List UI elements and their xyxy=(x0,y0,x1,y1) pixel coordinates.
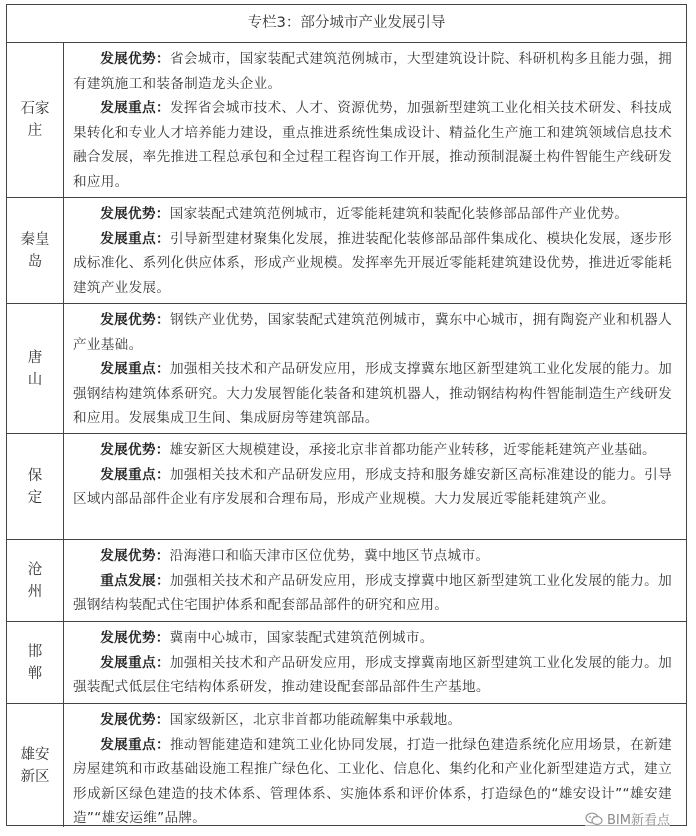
city-name-part: 定 xyxy=(27,489,43,506)
description-paragraph xyxy=(73,569,672,618)
city-name-part: 岛 xyxy=(27,253,43,270)
description-paragraph xyxy=(73,96,672,194)
description-cell xyxy=(64,434,686,539)
description-cell xyxy=(64,622,686,703)
city-cell xyxy=(7,540,64,621)
description-paragraph xyxy=(73,47,672,96)
paragraph-label: 发展重点 xyxy=(100,736,156,753)
city-cell xyxy=(7,704,64,827)
description-paragraph xyxy=(73,308,672,357)
label-separator: ： xyxy=(155,466,170,483)
paragraph-text: 沿海港口和临天津市区位优势，冀中地区节点城市。 xyxy=(169,548,490,564)
paragraph-text: 雄安新区大规模建设，承接北京非首都功能产业转移，近零能耗建筑产业基础。 xyxy=(169,442,656,458)
paragraph-text: 加强相关技术和产品研发应用，形成支持和服务雄安新区高标准建设的能力。引导区域内部品部件企业有序发展和合理布局，形成产业规模。大力发展近零能耗建筑产业。 xyxy=(73,466,672,508)
city-cell xyxy=(7,622,64,703)
label-separator: ： xyxy=(155,736,170,753)
paragraph-text: 国家装配式建筑范例城市，近零能耗建筑和装配化装修部品部件产业优势。 xyxy=(169,206,629,222)
label-separator: ： xyxy=(155,572,170,589)
city-name-part: 山 xyxy=(27,371,43,388)
city-name-part: 州 xyxy=(27,583,43,600)
label-separator: ： xyxy=(155,442,170,458)
paragraph-label: 发展优势 xyxy=(100,548,156,564)
table-row xyxy=(7,304,686,434)
paragraph-label: 发展优势 xyxy=(100,442,156,458)
table-row xyxy=(7,198,686,304)
paragraph-label: 发展重点 xyxy=(100,100,156,117)
city-cell xyxy=(7,434,64,539)
description-paragraph xyxy=(73,733,672,831)
label-separator: ： xyxy=(155,548,170,564)
paragraph-text: 发挥省会城市技术、人才、资源优势，加强新型建筑工业化相关技术研发、科技成果转化和专业人才培养能力建设，重点推进系统性集成设计、精益化生产施工和建筑领域信息技术融合发展，率先推进工程总承包和全过程工程咨询工作开展，推动预制混凝土构件智能生产线研发和应用。 xyxy=(73,100,672,190)
city-name-part: 庄 xyxy=(27,123,43,139)
paragraph-label: 重点发展 xyxy=(100,572,156,589)
paragraph-text: 推动智能建造和建筑工业化协同发展，打造一批绿色建造系统化应用场景，在新建房屋建筑和市政基础设施工程推广绿色化、工业化、信息化、集约化和产业化新型建造方式，建立形成新区绿色建造的技术体系、管理体系、实施体系和评价体系，打造绿色的“雄安设计”“雄安建造”“雄安运维”品牌。 xyxy=(73,736,672,827)
table-row xyxy=(7,43,686,198)
city-name-part: 郸 xyxy=(27,665,43,682)
description-cell xyxy=(64,198,686,303)
city-name-part: 邯 xyxy=(27,643,43,660)
city-name-part: 雄安 xyxy=(20,746,50,763)
description-paragraph xyxy=(73,708,672,733)
label-separator: ： xyxy=(155,312,170,328)
city-name-part: 沧 xyxy=(27,561,43,578)
table-row xyxy=(7,540,686,622)
description-cell xyxy=(64,304,686,433)
paragraph-label: 发展重点 xyxy=(100,230,156,247)
description-cell xyxy=(64,43,686,197)
city-cell xyxy=(7,43,64,197)
paragraph-text: 加强相关技术和产品研发应用，形成支撑冀东地区新型建筑工业化发展的能力。加强钢结构建筑体系研究。大力发展智能化装备和建筑机器人，推动钢结构构件智能制造生产线研发和应用。发展集成卫生间、集成厨房等建筑部品。 xyxy=(73,361,672,427)
paragraph-text: 冀南中心城市，国家装配式建筑范例城市。 xyxy=(169,630,434,646)
label-separator: ： xyxy=(155,230,170,247)
wechat-icon xyxy=(585,812,603,826)
description-paragraph xyxy=(73,463,672,512)
city-cell xyxy=(7,198,64,303)
paragraph-text: 国家级新区，北京非首都功能疏解集中承载地。 xyxy=(169,712,462,728)
paragraph-text: 钢铁产业优势，国家装配式建筑范例城市，冀东中心城市，拥有陶瓷产业和机器人产业基础。 xyxy=(73,312,672,353)
label-separator: ： xyxy=(155,654,170,671)
table-title: 专栏3：部分城市产业发展引导 xyxy=(7,5,686,43)
paragraph-label: 发展优势 xyxy=(100,712,156,728)
paragraph-label: 发展优势 xyxy=(100,206,156,222)
paragraph-label: 发展优势 xyxy=(100,51,156,67)
description-paragraph xyxy=(73,227,672,301)
description-paragraph xyxy=(73,544,672,569)
description-paragraph xyxy=(73,202,672,227)
paragraph-label: 发展重点 xyxy=(100,361,156,378)
city-name-part: 保 xyxy=(27,467,43,484)
table-row xyxy=(7,622,686,704)
description-paragraph xyxy=(73,626,672,651)
paragraph-text: 加强相关技术和产品研发应用，形成支撑冀中地区新型建筑工业化发展的能力。加强钢结构装配式住宅围护体系和配套部品部件的研究和应用。 xyxy=(73,572,672,614)
description-paragraph xyxy=(73,357,672,431)
paragraph-label: 发展优势 xyxy=(100,312,156,328)
label-separator: ： xyxy=(155,630,170,646)
paragraph-label: 发展重点 xyxy=(100,466,156,483)
label-separator: ： xyxy=(155,100,170,117)
city-name-part: 新区 xyxy=(20,768,50,785)
city-name-part: 石家 xyxy=(20,101,50,117)
description-paragraph xyxy=(73,438,672,463)
paragraph-text: 加强相关技术和产品研发应用，形成支撑冀南地区新型建筑工业化发展的能力。加强装配式低层住宅结构体系研发，推动建设配套部品部件生产基地。 xyxy=(73,654,672,696)
industry-guidance-table xyxy=(6,4,687,826)
paragraph-label: 发展优势 xyxy=(100,630,156,646)
city-name-part: 唐 xyxy=(27,349,43,366)
city-cell xyxy=(7,304,64,433)
description-cell xyxy=(64,540,686,621)
description-paragraph xyxy=(73,651,672,700)
watermark xyxy=(585,809,670,828)
label-separator: ： xyxy=(155,51,170,67)
label-separator: ： xyxy=(155,712,170,728)
paragraph-text: 引导新型建材聚集化发展，推进装配化装修部品部件集成化、模块化发展，逐步形成标准化、系列化供应体系，形成产业规模。发挥率先开展近零能耗建筑建设优势，推进近零能耗建筑产业发展。 xyxy=(73,230,672,296)
table-row xyxy=(7,434,686,540)
paragraph-label: 发展重点 xyxy=(100,654,156,671)
label-separator: ： xyxy=(155,361,170,378)
city-name-part: 秦皇 xyxy=(20,231,50,248)
label-separator: ： xyxy=(155,206,170,222)
watermark-text: BIM新看点 xyxy=(607,813,670,828)
paragraph-text: 省会城市，国家装配式建筑范例城市，大型建筑设计院、科研机构多且能力强，拥有建筑施工和装备制造龙头企业。 xyxy=(73,51,672,92)
